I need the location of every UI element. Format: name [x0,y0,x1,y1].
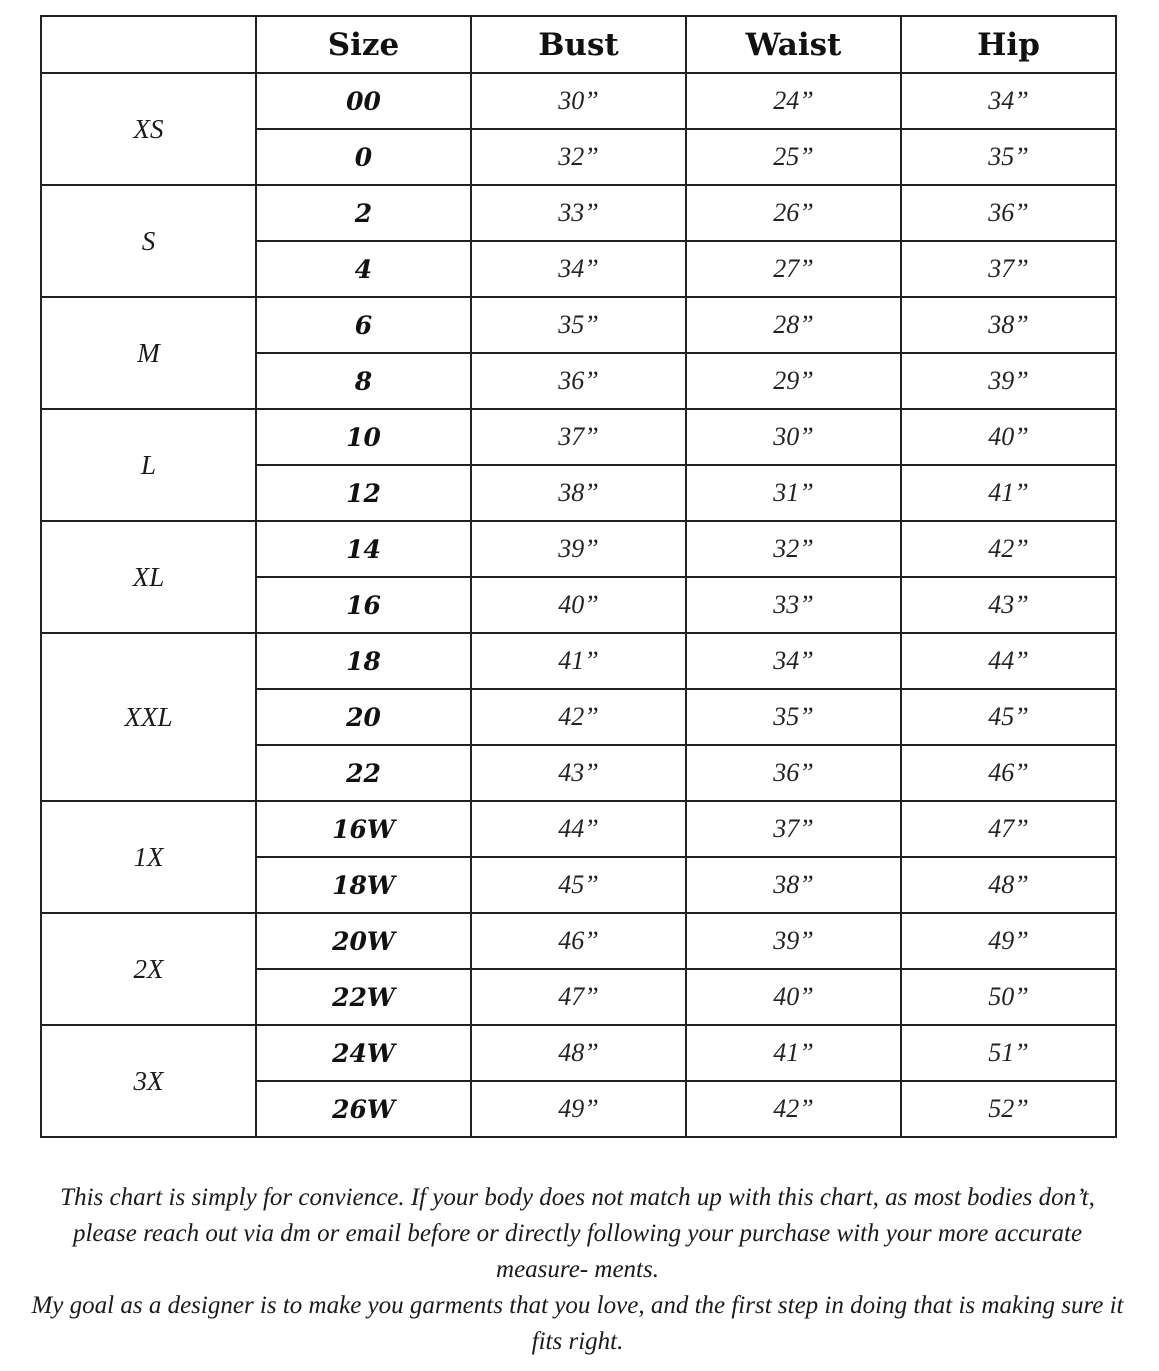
waist-value: 32” [686,521,901,577]
hip-value: 43” [901,577,1116,633]
bust-value: 33” [471,185,686,241]
size-value: 26W [256,1081,471,1137]
waist-value: 34” [686,633,901,689]
table-row [41,185,1116,241]
waist-value: 26” [686,185,901,241]
size-value: 16W [256,801,471,857]
header-bust: Bust [471,16,686,73]
bust-value: 46” [471,913,686,969]
bust-value: 47” [471,969,686,1025]
table-row [41,409,1116,465]
bust-value: 37” [471,409,686,465]
hip-value: 47” [901,801,1116,857]
bust-value: 39” [471,521,686,577]
bust-value: 48” [471,1025,686,1081]
header-waist: Waist [686,16,901,73]
size-value: 2 [256,185,471,241]
waist-value: 42” [686,1081,901,1137]
size-value: 12 [256,465,471,521]
size-value: 4 [256,241,471,297]
size-value: 18W [256,857,471,913]
size-group-label: XS [41,73,256,185]
hip-value: 42” [901,521,1116,577]
bust-value: 40” [471,577,686,633]
hip-value: 39” [901,353,1116,409]
hip-value: 48” [901,857,1116,913]
size-value: 16 [256,577,471,633]
bust-value: 36” [471,353,686,409]
waist-value: 39” [686,913,901,969]
waist-value: 25” [686,129,901,185]
header-hip: Hip [901,16,1116,73]
size-value: 14 [256,521,471,577]
bust-value: 42” [471,689,686,745]
bust-value: 32” [471,129,686,185]
table-header [41,16,1116,73]
hip-value: 52” [901,1081,1116,1137]
bust-value: 43” [471,745,686,801]
bust-value: 35” [471,297,686,353]
hip-value: 40” [901,409,1116,465]
bust-value: 34” [471,241,686,297]
table-row [41,73,1116,129]
waist-value: 37” [686,801,901,857]
waist-value: 41” [686,1025,901,1081]
hip-value: 51” [901,1025,1116,1081]
table-row [41,521,1116,577]
size-value: 00 [256,73,471,129]
header-row [41,16,1116,73]
bust-value: 44” [471,801,686,857]
size-value: 22W [256,969,471,1025]
waist-value: 28” [686,297,901,353]
hip-value: 49” [901,913,1116,969]
size-value: 24W [256,1025,471,1081]
waist-value: 40” [686,969,901,1025]
note-paragraph-convenience: This chart is simply for convience. If your body does not match up with this chart, as most bodies don’t, please reach out via dm or email before or directly following your purchase with your more accurate measure- ments. [60,1184,1095,1283]
size-value: 22 [256,745,471,801]
size-value: 10 [256,409,471,465]
waist-value: 29” [686,353,901,409]
fit-note [30,1180,1125,1360]
table-row [41,297,1116,353]
size-value: 18 [256,633,471,689]
size-group-label: 2X [41,913,256,1025]
header-size: Size [256,16,471,73]
waist-value: 33” [686,577,901,633]
size-group-label: XXL [41,633,256,801]
bust-value: 41” [471,633,686,689]
hip-value: 41” [901,465,1116,521]
hip-value: 46” [901,745,1116,801]
bust-value: 49” [471,1081,686,1137]
size-value: 20 [256,689,471,745]
hip-value: 35” [901,129,1116,185]
table-row [41,913,1116,969]
waist-value: 35” [686,689,901,745]
hip-value: 37” [901,241,1116,297]
hip-value: 50” [901,969,1116,1025]
hip-value: 44” [901,633,1116,689]
note-paragraph-goal: My goal as a designer is to make you garments that you love, and the first step in doing that is making sure it fits right. [31,1292,1124,1355]
hip-value: 45” [901,689,1116,745]
size-value: 6 [256,297,471,353]
table-row [41,801,1116,857]
waist-value: 24” [686,73,901,129]
size-group-label: 3X [41,1025,256,1137]
size-group-label: S [41,185,256,297]
size-chart-table [40,15,1117,1138]
size-value: 20W [256,913,471,969]
hip-value: 36” [901,185,1116,241]
waist-value: 30” [686,409,901,465]
waist-value: 38” [686,857,901,913]
size-group-label: M [41,297,256,409]
bust-value: 45” [471,857,686,913]
size-value: 0 [256,129,471,185]
size-group-label: 1X [41,801,256,913]
table-row [41,633,1116,689]
size-value: 8 [256,353,471,409]
hip-value: 38” [901,297,1116,353]
size-group-label: L [41,409,256,521]
size-group-label: XL [41,521,256,633]
bust-value: 30” [471,73,686,129]
waist-value: 36” [686,745,901,801]
waist-value: 27” [686,241,901,297]
waist-value: 31” [686,465,901,521]
header-group-column [41,16,256,73]
bust-value: 38” [471,465,686,521]
table-row [41,1025,1116,1081]
table-body [41,73,1116,1137]
hip-value: 34” [901,73,1116,129]
